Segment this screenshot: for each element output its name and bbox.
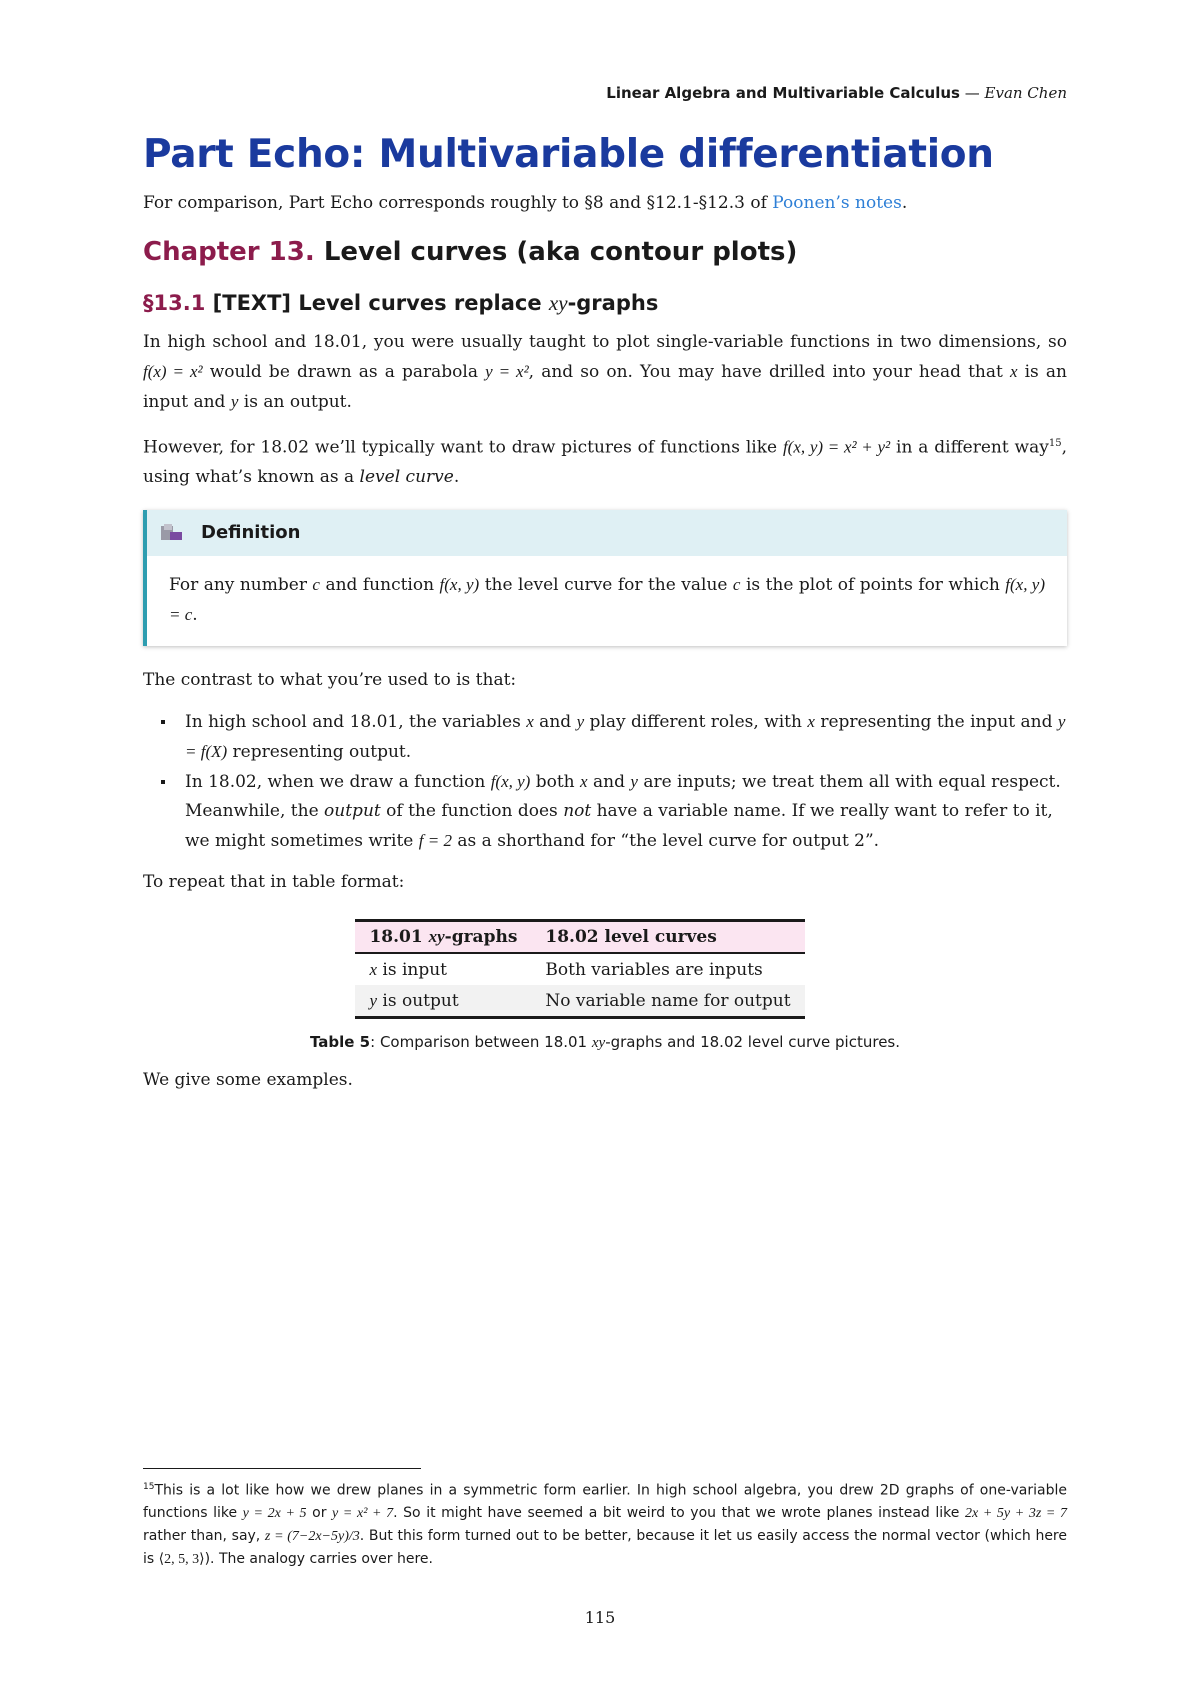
footnote: $^{15}$This is a lot like how we drew planes in a symmetric form earlier. In high school algebra, you drew 2D graphs of one-variable functions like y = 2x + 5 or y = x² + 7. So it might have seemed a bit weird to you that we wrote planes instead like 2x + 5y + 3z = 7 rather than, say, z = (7−2x−5y)/3. But this form turned out to be better, because it let us easily access the normal vector (which here is ⟨2, 5, 3⟩). The analogy carries over here. xyxy=(143,1482,1068,1567)
chapter-heading xyxy=(143,237,1067,267)
chapter-title: Level curves (aka contour plots) xyxy=(323,237,798,267)
section-number: §13.1 xyxy=(143,291,206,315)
header-title: Linear Algebra and Multivariable Calculus xyxy=(606,84,960,102)
definition-body: For any number c and function f(x, y) the level curve for the value c is the plot of points for which f(x, y) = c. xyxy=(169,574,1045,625)
footnote-number: 15 xyxy=(143,1482,155,1492)
running-header: Linear Algebra and Multivariable Calculus — Evan Chen xyxy=(606,84,1067,102)
chapter-number: Chapter 13. xyxy=(143,237,315,267)
poonen-notes-link[interactable]: Poonen’s notes xyxy=(772,193,902,213)
page-content xyxy=(143,132,1067,1095)
table-cell: No variable name for output xyxy=(531,985,804,1018)
definition-icon xyxy=(161,524,183,542)
contrast-list xyxy=(143,707,1067,856)
paragraph-2: However, for 18.02 we’ll typically want to draw pictures of functions like f(x, y) = x² + y² in a different way$^{15}$, using what’s known as a level curve. xyxy=(143,437,1067,487)
paragraph-1: In high school and 18.01, you were usually taught to plot single-variable functions in two dimensions, so f(x) = x² would be drawn as a parabola y = x², and so on. You may have drilled into your head that x is an input and y is an output. xyxy=(143,332,1067,412)
list-item: In high school and 18.01, the variables x and y play different roles, with x representing the input and y = f(X) representing output. xyxy=(185,707,1067,767)
section-heading: §13.1 [TEXT] Level curves replace xy-graphs xyxy=(143,291,659,315)
header-author: Evan Chen xyxy=(984,84,1067,102)
definition-title: Definition xyxy=(201,522,301,544)
table-cell: x is input xyxy=(369,959,448,980)
definition-box xyxy=(143,510,1067,646)
table-header-cell: 18.02 level curves xyxy=(531,920,804,953)
contrast-paragraph: The contrast to what you’re used to is that: xyxy=(143,669,517,690)
table-row xyxy=(355,953,804,985)
table-intro: To repeat that in table format: xyxy=(143,871,405,892)
closing-paragraph: We give some examples. xyxy=(143,1069,353,1090)
footnote-ref[interactable]: 15 xyxy=(1048,438,1062,449)
list-item: In 18.02, when we draw a function f(x, y) both x and y are inputs; we treat them all with equal respect. Meanwhile, the output of the function does not have a variable name. If we really want to refer to it, we might sometimes write f = 2 as a shorthand for “the level curve for output 2”. xyxy=(185,767,1067,856)
comparison-table xyxy=(355,919,804,1019)
table-row xyxy=(355,985,804,1018)
page-number: 115 xyxy=(584,1608,616,1627)
table-wrapper xyxy=(143,919,1067,1019)
table-header-row xyxy=(355,920,804,953)
table-cell: y is output xyxy=(355,985,531,1018)
table-cell: Both variables are inputs xyxy=(545,959,763,980)
definition-header xyxy=(147,510,1067,556)
part-title: Part Echo: Multivariable differentiation xyxy=(143,132,994,177)
table-caption: Table 5: Comparison between 18.01 xy-graphs and 18.02 level curve pictures. xyxy=(309,1032,901,1051)
intro-paragraph: For comparison, Part Echo corresponds roughly to §8 and §12.1-§12.3 of Poonen’s notes. xyxy=(143,193,908,213)
table-header-cell: 18.01 xy-graphs xyxy=(355,920,531,953)
footnote-rule xyxy=(143,1468,421,1469)
